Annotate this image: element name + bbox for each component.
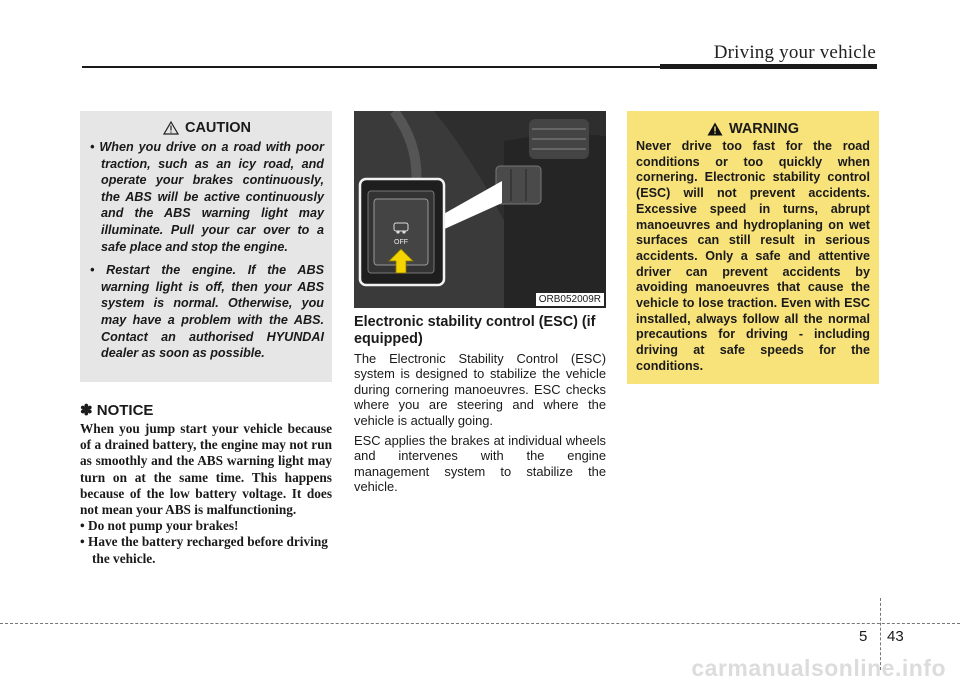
watermark: carmanualsonline.info xyxy=(691,655,946,681)
warning-heading xyxy=(636,121,870,137)
notice-paragraph: When you jump start your vehicle because of a drained battery, the engine may not run as smoothly and the ABS warning light may turn on at the same time. This happens because of the low battery voltage. It does not mean your ABS is malfunctioning. xyxy=(80,421,332,518)
esc-off-label: OFF xyxy=(394,239,408,246)
section-title: Driving your vehicle xyxy=(713,42,876,63)
caution-title: CAUTION xyxy=(184,120,252,136)
warning-triangle-icon xyxy=(707,122,723,136)
notice-list xyxy=(80,518,332,567)
footer-rule xyxy=(0,623,960,624)
caution-heading xyxy=(90,120,324,136)
page-number: 43 xyxy=(887,628,904,645)
warning-title: WARNING xyxy=(728,121,800,137)
warning-text: Never drive too fast for the road conditions or too quickly when cornering. Electronic stability control (ESC) will not prevent accidents. Excessive speed in turns, abrupt manoeuvres and hydroplaning on wet surfaces can still result in serious accidents. Only a safe and attentive driver can prevent accidents by avoiding manoeuvres that cause the vehicle to lose traction. Even with ESC installed, always follow all the normal precautions for driving - including driving at safe speeds for the conditions. xyxy=(636,139,870,373)
esc-body xyxy=(354,351,606,500)
caution-box xyxy=(80,111,332,382)
caution-triangle-icon xyxy=(163,121,179,135)
esc-paragraph: ESC applies the brakes at individual wheels and intervenes with the engine management system to stabilize the vehicle. xyxy=(354,433,606,495)
notice-item: • Do not pump your brakes! xyxy=(80,518,332,534)
esc-heading: Electronic stability control (ESC) (if equipped) xyxy=(354,314,596,347)
dashboard-illustration xyxy=(354,111,606,308)
warning-box xyxy=(627,111,879,384)
header-bar xyxy=(660,64,877,69)
esc-figure xyxy=(354,111,606,308)
notice-heading: ✽ NOTICE xyxy=(80,402,154,419)
figure-code: ORB052009R xyxy=(536,293,604,306)
esc-paragraph: The Electronic Stability Control (ESC) system is designed to stabilize the vehicle during cornering manoeuvres. ESC checks where you are steering and where the vehicle is actually going. xyxy=(354,351,606,428)
notice-item: • Have the battery recharged before driving the vehicle. xyxy=(80,534,332,566)
caution-list xyxy=(90,139,324,362)
caution-item: • Restart the engine. If the ABS warning light is off, then your ABS system is normal. Otherwise, you may have a problem with the ABS. Contact an authorised HYUNDAI dealer as soon as possible. xyxy=(90,262,324,362)
notice-body xyxy=(80,421,332,567)
caution-item: • When you drive on a road with poor traction, such as an icy road, and operate your brakes continuously, the ABS will be active continuously and the ABS warning light may illuminate. Pull your car over to a safe place and stop the engine. xyxy=(90,139,324,255)
chapter-number: 5 xyxy=(859,628,868,645)
